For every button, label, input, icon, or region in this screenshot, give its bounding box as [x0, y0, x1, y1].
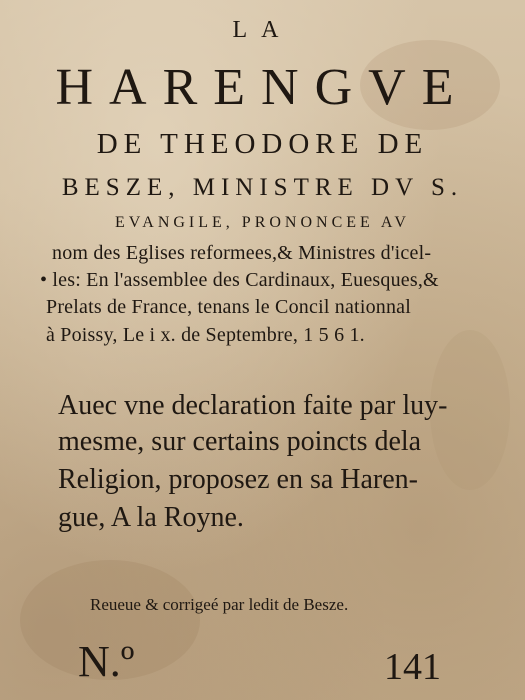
- declaration-line: mesme, sur certains poincts dela: [58, 426, 422, 457]
- body-line: Prelats de France, tenans le Concil nationnal: [46, 296, 412, 318]
- number-label: N.º: [78, 637, 135, 686]
- item-number: 141: [384, 646, 441, 688]
- title-author-line-2: BESZE, MINISTRE DV S.: [61, 174, 464, 201]
- body-line: à Poissy, Le i x. de Septembre, 1 5 6 1.: [46, 324, 365, 346]
- title-article: LA: [232, 17, 293, 43]
- body-line: • les: En l'assemblee des Cardinaux, Euesques,&: [40, 269, 439, 291]
- title-author-line-3: EVANGILE, PRONONCEE AV: [115, 214, 410, 231]
- revision-note: Reueue & corrigeé par ledit de Besze.: [90, 595, 349, 614]
- declaration-line: Religion, proposez en sa Haren-: [58, 464, 418, 495]
- declaration-line: Auec vne declaration faite par luy-: [58, 390, 448, 421]
- title-author-line-1: DE THEODORE DE: [96, 128, 429, 160]
- declaration-line: gue, A la Royne.: [58, 502, 244, 533]
- body-line: nom des Eglises reformees,& Ministres d'icel-: [52, 242, 432, 264]
- title-main: HARENGVE: [55, 59, 470, 116]
